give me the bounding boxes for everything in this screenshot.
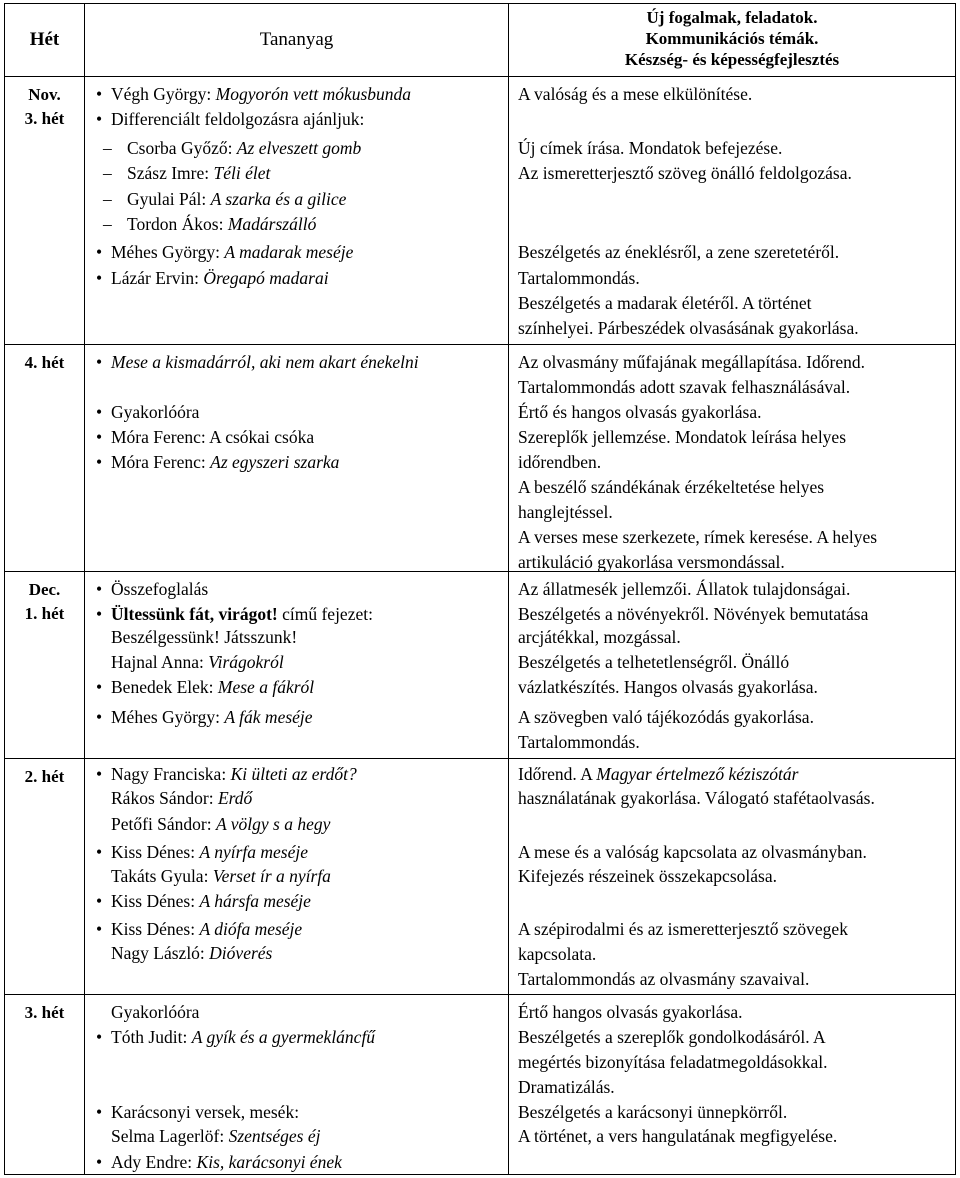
concept-line: Beszélgetés a karácsonyi ünnepkörről. [518,1102,788,1122]
week-cell [5,572,85,759]
list-item: • Karácsonyi versek, mesék: [111,1100,299,1124]
list-item: • Kiss Dénes: A diófa meséje [111,917,302,941]
concept-line: Dramatizálás. [518,1077,615,1097]
list-item: • Méhes György: A madarak meséje [111,240,353,264]
list-item: • Végh György: Mogyorón vett mókusbunda [111,82,411,106]
curriculum-table [4,3,956,1175]
concept-line: Kifejezés részeinek összekapcsolása. [518,866,777,886]
concept-line: Időrend. A Magyar értelmező kéziszótár [518,764,799,784]
table-row [5,995,956,1175]
list-item: Hajnal Anna: Virágokról [111,652,284,672]
concept-line: Az állatmesék jellemzői. Állatok tulajdonságai. [518,579,851,599]
concept-line: Beszélgetés a telhetetlenségről. Önálló [518,652,790,672]
concept-line: Beszélgetés a szereplők gondolkodásáról. A [518,1027,826,1047]
header-material: Tananyag [85,4,509,77]
list-item: • Kiss Dénes: A hársfa meséje [111,889,311,913]
concept-line: A valóság és a mese elkülönítése. [518,84,753,104]
concept-line: arcjátékkal, mozgással. [518,627,681,647]
concept-line: Tartalommondás az olvasmány szavaival. [518,969,810,989]
week-label: 1. hét [24,604,65,623]
concept-line: megértés bizonyítása feladatmegoldásokkal. [518,1052,828,1072]
list-item: Rákos Sándor: Erdő [111,788,253,808]
list-item: Takáts Gyula: Verset ír a nyírfa [111,866,331,886]
week-label: 4. hét [24,353,65,372]
concept-line: Beszélgetés a madarak életéről. A történet [518,293,812,313]
header-concepts [509,4,956,77]
table-row [5,345,956,572]
concepts-cell [509,995,956,1175]
concept-line: Értő és hangos olvasás gyakorlása. [518,402,762,422]
concept-line: színhelyei. Párbeszédek olvasásának gyakorlása. [518,318,859,338]
concept-line: Beszélgetés a növényekről. Növények bemutatása [518,604,869,624]
list-item: – Tordon Ákos: Madárszálló [127,212,316,236]
concept-line: A mese és a valóság kapcsolata az olvasmányban. [518,842,867,862]
week-label: Dec. [28,580,61,599]
list-item: Gyakorlóóra [111,1002,200,1022]
list-item: • Gyakorlóóra [111,400,199,424]
list-item: • Összefoglalás [111,577,208,601]
concept-line: A beszélő szándékának érzékeltetése helyes [518,477,825,497]
list-item: • Kiss Dénes: A nyírfa meséje [111,840,308,864]
list-item: – Szász Imre: Téli élet [127,161,270,185]
concept-line: Az olvasmány műfajának megállapítása. Időrend. [518,352,865,372]
concept-line: A verses mese szerkezete, rímek keresése. A helyes [518,527,878,547]
list-item: • Differenciált feldolgozásra ajánljuk: [111,107,364,131]
list-item: • Méhes György: A fák meséje [111,705,313,729]
concept-line: A szépirodalmi és az ismeretterjesztő szövegek [518,919,848,939]
concept-line: Értő hangos olvasás gyakorlása. [518,1002,743,1022]
list-item: Beszélgessünk! Játsszunk! [111,627,298,647]
list-item: Petőfi Sándor: A völgy s a hegy [111,814,331,834]
concept-line: Beszélgetés az éneklésről, a zene szeretetéről. [518,242,840,262]
list-item: • Benedek Elek: Mese a fákról [111,675,314,699]
concepts-cell [509,77,956,345]
week-label: 2. hét [24,767,65,786]
table-row [5,759,956,995]
week-cell [5,77,85,345]
list-item: • Ady Endre: Kis, karácsonyi ének [111,1150,342,1174]
material-cell [85,345,509,572]
concept-line: Szereplők jellemzése. Mondatok leírása helyes [518,427,847,447]
table-row [5,572,956,759]
header-row [5,4,956,77]
concept-line: Az ismeretterjesztő szöveg önálló feldolgozása. [518,163,852,183]
header-concepts-line: Új fogalmak, feladatok. [646,8,818,27]
list-item: – Csorba Győző: Az elveszett gomb [127,136,361,160]
concept-line: használatának gyakorlása. Válogató stafétaolvasás. [518,788,875,808]
concepts-cell [509,759,956,995]
concept-line: időrendben. [518,452,602,472]
list-item: Selma Lagerlöf: Szentséges éj [111,1126,321,1146]
week-label: 3. hét [24,109,65,128]
list-item: • Nagy Franciska: Ki ülteti az erdőt? [111,762,357,786]
week-label: 3. hét [24,1003,65,1022]
week-cell [5,995,85,1175]
concept-line: Új címek írása. Mondatok befejezése. [518,138,783,158]
week-cell [5,759,85,995]
concept-line: A szövegben való tájékozódás gyakorlása. [518,707,814,727]
concepts-cell [509,345,956,572]
week-cell [5,345,85,572]
list-item: – Gyulai Pál: A szarka és a gilice [127,187,346,211]
material-cell [85,995,509,1175]
list-item: • Ültessünk fát, virágot! című fejezet: [111,602,373,626]
material-cell [85,77,509,345]
list-item: • Lázár Ervin: Öregapó madarai [111,266,329,290]
header-week: Hét [5,4,85,77]
concept-line: hanglejtéssel. [518,502,613,522]
concepts-cell [509,572,956,759]
header-concepts-line: Kommunikációs témák. [645,29,819,48]
material-cell [85,572,509,759]
concept-line: A történet, a vers hangulatának megfigyelése. [518,1126,838,1146]
concept-line: artikuláció gyakorlása versmondással. [518,552,785,572]
list-item: Nagy László: Dióverés [111,943,273,963]
concept-line: Tartalommondás. [518,732,640,752]
material-cell [85,759,509,995]
concept-line: kapcsolata. [518,944,597,964]
header-concepts-line: Készség- és képességfejlesztés [624,50,840,69]
week-label: Nov. [28,85,61,104]
concept-line: vázlatkészítés. Hangos olvasás gyakorlása. [518,677,818,697]
list-item: • Móra Ferenc: Az egyszeri szarka [111,450,339,474]
list-item: • Mese a kismadárról, aki nem akart énekelni [111,350,419,374]
list-item: • Móra Ferenc: A csókai csóka [111,425,314,449]
table-row [5,77,956,345]
concept-line: Tartalommondás. [518,268,640,288]
list-item: • Tóth Judit: A gyík és a gyermekláncfű [111,1025,375,1049]
concept-line: Tartalommondás adott szavak felhasználásával. [518,377,851,397]
